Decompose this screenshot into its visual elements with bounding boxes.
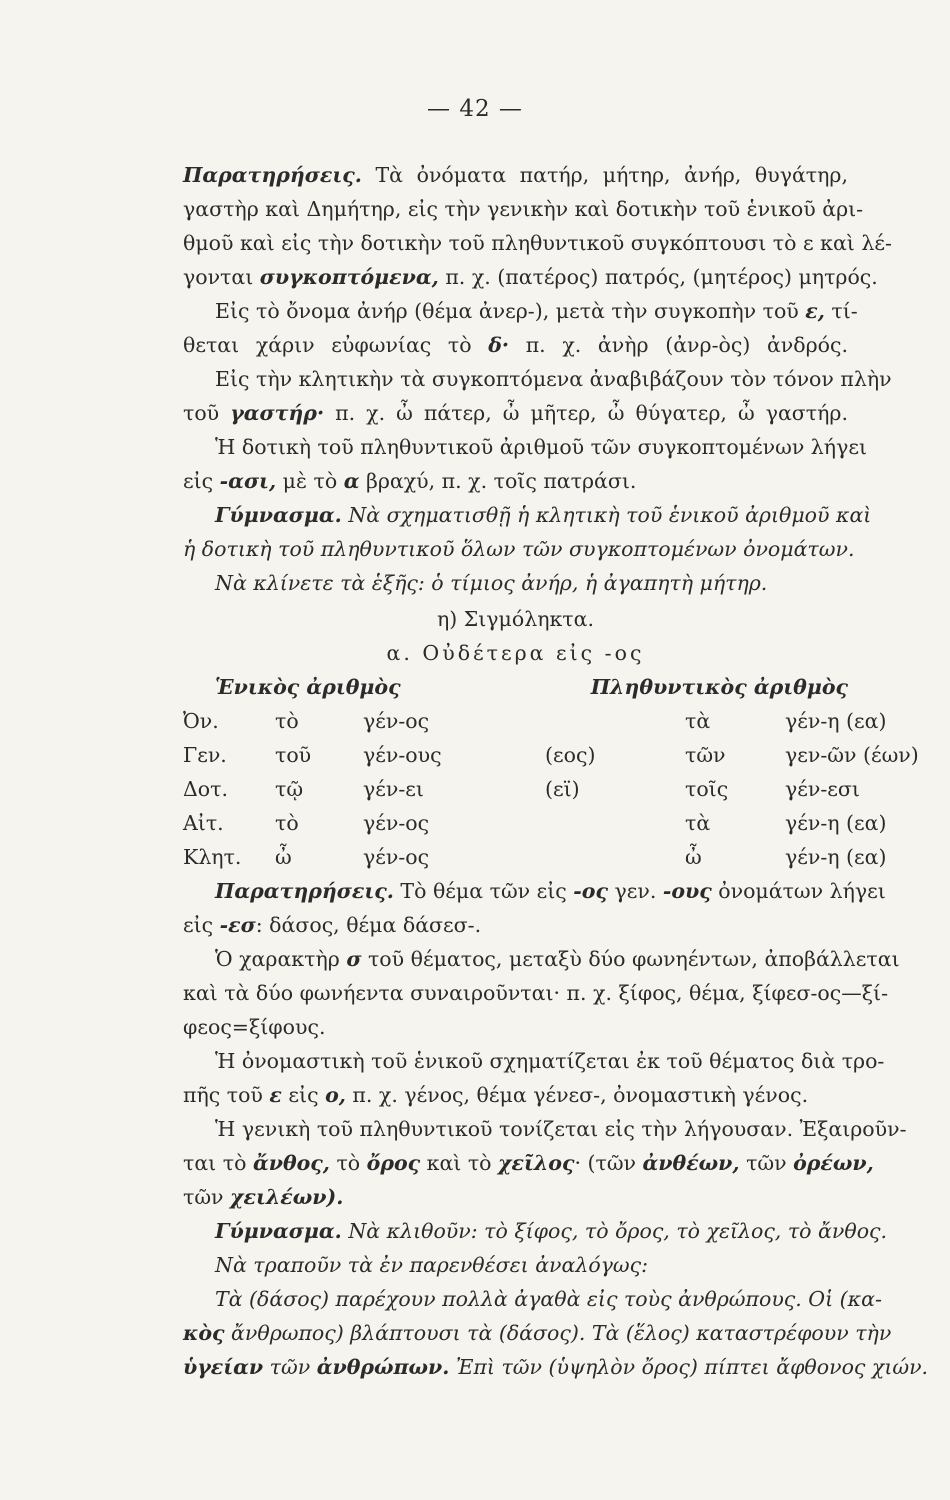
table-cell	[545, 806, 685, 840]
text-run: γαστήρ·	[230, 401, 325, 425]
table-cell: ὦ	[275, 845, 292, 869]
table-row	[183, 806, 887, 840]
table-row	[183, 738, 919, 772]
table-cell: Αἰτ.	[183, 811, 224, 835]
text-line: θμοῦ καὶ εἰς τὴν δοτικὴν τοῦ πληθυντικοῦ συγκόπτουσι τὸ ε καὶ λέ-	[183, 231, 892, 255]
text-line	[183, 1078, 848, 1112]
section-title: η) Σιγμόληκτα.	[436, 607, 595, 631]
text-run: Ἐπὶ τῶν (ὑψηλὸν ὄρος) πίπτει ἄφθονος χιών.	[449, 1355, 929, 1379]
text-run: α	[343, 469, 360, 493]
text-run: -ους	[662, 879, 712, 903]
table-row	[183, 704, 887, 738]
text-run: θεται χάριν εὐφωνίας τὸ	[183, 333, 489, 357]
text-line	[183, 874, 886, 908]
page-number: — 42 —	[427, 96, 523, 122]
text-run: ὀρέων,	[793, 1151, 874, 1175]
text-run: τοῦ θέματος, μεταξὺ δύο φωνηέντων, ἀποβάλλεται	[361, 947, 900, 971]
text-run: ε,	[805, 299, 825, 323]
text-line	[183, 328, 848, 362]
text-line	[183, 1316, 892, 1350]
header-singular: Ἑνικὸς ἀριθμὸς	[215, 675, 401, 699]
text-run: τί-	[824, 299, 858, 323]
text-run: εἰς	[183, 469, 220, 493]
table-cell: ὦ	[685, 845, 702, 869]
text-run: κὸς	[183, 1321, 225, 1345]
text-run: ἄνθος,	[252, 1151, 330, 1175]
table-cell: γέν-η (εα)	[785, 709, 887, 733]
text-run: εἰς	[183, 913, 220, 937]
text-run: τὸ	[329, 1151, 367, 1175]
table-cell: γεν-ῶν (έων)	[785, 743, 919, 767]
text-line	[183, 1214, 888, 1248]
text-line: Ἡ δοτικὴ τοῦ πληθυντικοῦ ἀριθμοῦ τῶν συγκοπτομένων λήγει	[215, 435, 867, 459]
text-line: γαστὴρ καὶ Δημήτηρ, εἰς τὴν γενικὴν καὶ δοτικὴν τοῦ ἑνικοῦ ἀρι-	[183, 197, 864, 221]
table-cell: Δοτ.	[183, 777, 229, 801]
table-cell: τοῖς	[685, 777, 729, 801]
table-cell: γέν-ει	[363, 777, 424, 801]
text-run: Παρατηρήσεις.	[215, 879, 394, 903]
table-cell: (εος)	[545, 743, 596, 767]
text-run: ἀνθρώπων.	[316, 1355, 450, 1379]
observations-block-1	[183, 158, 892, 600]
text-run: εἰς	[281, 1083, 326, 1107]
table-row	[183, 840, 887, 874]
text-line: Ἡ ὀνομαστικὴ τοῦ ἑνικοῦ σχηματίζεται ἐκ τοῦ θέματος διὰ τρο-	[215, 1049, 885, 1073]
table-cell: τῷ	[275, 777, 304, 801]
text-line: Νὰ κλίνετε τὰ ἑξῆς: ὁ τίμιος ἀνήρ, ἡ ἀγαπητὴ μήτηρ.	[215, 571, 768, 595]
text-line: Ἡ γενικὴ τοῦ πληθυντικοῦ τονίζεται εἰς τὴν λήγουσαν. Ἐξαιροῦν-	[215, 1117, 907, 1141]
text-run: π. χ. ἀνὴρ (ἀνρ-ὸς) ἀνδρός.	[509, 333, 848, 357]
text-line: Εἰς τὴν κλητικὴν τὰ συγκοπτόμενα ἀναβιβάζουν τὸν τόνον πλὴν	[215, 367, 892, 391]
table-cell: γέν-ος	[363, 709, 430, 733]
text-run: π. χ. γένος, θέμα γένεσ-, ὀνομαστικὴ γένος.	[345, 1083, 809, 1107]
text-run: Νὰ σχηματισθῇ ἡ κλητικὴ τοῦ ἑνικοῦ ἀριθμοῦ καὶ	[341, 503, 872, 527]
text-line	[183, 464, 848, 498]
table-cell: τὰ	[685, 811, 711, 835]
table-cell: τὰ	[685, 709, 711, 733]
text-run: Γύμνασμα.	[215, 503, 342, 527]
text-run: Νὰ κλιθοῦν: τὸ ξίφος, τὸ ὄρος, τὸ χεῖλος, τὸ ἄνθος.	[341, 1219, 888, 1243]
text-line	[183, 294, 858, 328]
text-run: ἄνθρωπος) βλάπτουσι τὰ (δάσος). Τὰ (ἕλος) καταστρέφουν τὴν	[224, 1321, 892, 1345]
text-run: γεν.	[607, 879, 663, 903]
text-run: ε	[269, 1083, 282, 1107]
text-run: -ος	[573, 879, 608, 903]
text-line	[183, 498, 872, 532]
text-run: βραχύ, π. χ. τοῖς πατράσι.	[359, 469, 637, 493]
text-run: ὀνομάτων λήγει	[711, 879, 886, 903]
text-run: τῶν	[739, 1151, 794, 1175]
text-run: χειλέων).	[230, 1185, 344, 1209]
text-run: δ·	[488, 333, 510, 357]
table-cell: γέν-ος	[363, 811, 430, 835]
text-run: γονται	[183, 265, 260, 289]
text-line: ἡ δοτικὴ τοῦ πληθυντικοῦ ὅλων τῶν συγκοπτομένων ὀνομάτων.	[183, 537, 855, 561]
table-cell: τὸ	[275, 811, 299, 835]
observations-block-2	[183, 874, 929, 1384]
text-run: Παρατηρήσεις.	[183, 163, 362, 187]
text-run: ται τὸ	[183, 1151, 253, 1175]
page-body	[183, 158, 929, 1384]
text-run: χεῖλος	[498, 1151, 575, 1175]
text-run: · (τῶν	[574, 1151, 643, 1175]
text-run: Ὁ χαρακτὴρ	[215, 947, 347, 971]
text-line: φεος=ξίφους.	[183, 1015, 326, 1039]
table-cell: γέν-η (εα)	[785, 811, 887, 835]
table-cell: γέν-η (εα)	[785, 845, 887, 869]
text-run: π. χ. ὦ πάτερ, ὦ μῆτερ, ὦ θύγατερ, ὦ γαστήρ.	[324, 401, 848, 425]
table-row	[183, 772, 860, 806]
table-cell	[545, 840, 685, 874]
text-run: π. χ. (πατέρος) πατρός, (μητέρος) μητρός.	[438, 265, 878, 289]
table-cell: Γεν.	[183, 743, 227, 767]
text-line	[183, 1350, 929, 1384]
text-run: ἀνθέων,	[642, 1151, 740, 1175]
text-run: τῶν	[263, 1355, 317, 1379]
text-run: σ	[346, 947, 362, 971]
table-cell: τῶν	[685, 743, 726, 767]
text-run: Εἰς τὸ ὄνομα ἀνήρ (θέμα ἀνερ-), μετὰ τὴν συγκοπὴν τοῦ	[215, 299, 806, 323]
table-cell: τὸ	[275, 709, 299, 733]
table-cell: Ὀν.	[183, 709, 219, 733]
text-line	[183, 1146, 874, 1180]
table-cell: τοῦ	[275, 743, 312, 767]
text-run: πῆς τοῦ	[183, 1083, 270, 1107]
text-line	[183, 942, 900, 976]
declension-table-header	[183, 670, 848, 704]
text-run: ὄρος	[366, 1151, 421, 1175]
table-cell: Κλητ.	[183, 845, 242, 869]
table-cell: (εϊ)	[545, 777, 580, 801]
table-cell: γέν-εσι	[785, 777, 860, 801]
text-line	[183, 908, 848, 942]
text-line	[183, 158, 848, 192]
text-run: Γύμνασμα.	[215, 1219, 342, 1243]
text-run: Τὰ ὀνόματα πατήρ, μήτηρ, ἀνήρ, θυγάτηρ,	[361, 163, 848, 187]
text-line	[183, 396, 848, 430]
text-line	[183, 1180, 848, 1214]
text-run: μὲ τὸ	[276, 469, 344, 493]
subsection-title: α. Οὐδέτερα εἰς -ος	[386, 641, 645, 665]
text-run: -ασι,	[219, 469, 277, 493]
text-run: συγκοπτόμενα,	[259, 265, 439, 289]
header-plural: Πληθυντικὸς ἀριθμὸς	[590, 675, 848, 699]
text-line: Τὰ (δάσος) παρέχουν πολλὰ ἀγαθὰ εἰς τοὺς ἀνθρώπους. Οἱ (κα-	[215, 1287, 882, 1311]
text-run: τῶν	[183, 1185, 231, 1209]
table-cell: γέν-ος	[363, 845, 430, 869]
text-run: -εσ	[219, 913, 256, 937]
text-line: καὶ τὰ δύο φωνήεντα συναιροῦνται· π. χ. ξίφος, θέμα, ξίφεσ-ος—ξί-	[183, 981, 889, 1005]
text-line	[183, 260, 878, 294]
text-run: τοῦ	[183, 401, 231, 425]
text-run: : δάσος, θέμα δάσεσ-.	[255, 913, 482, 937]
table-cell: γέν-ους	[363, 743, 442, 767]
text-run: Τὸ θέμα τῶν εἰς	[393, 879, 574, 903]
text-line: Νὰ τραποῦν τὰ ἐν παρενθέσει ἀναλόγως:	[215, 1253, 649, 1277]
text-run: ὑγείαν	[183, 1355, 264, 1379]
table-cell	[545, 704, 685, 738]
declension-table	[183, 704, 919, 874]
text-run: ο,	[325, 1083, 346, 1107]
text-run: καὶ τὸ	[420, 1151, 499, 1175]
